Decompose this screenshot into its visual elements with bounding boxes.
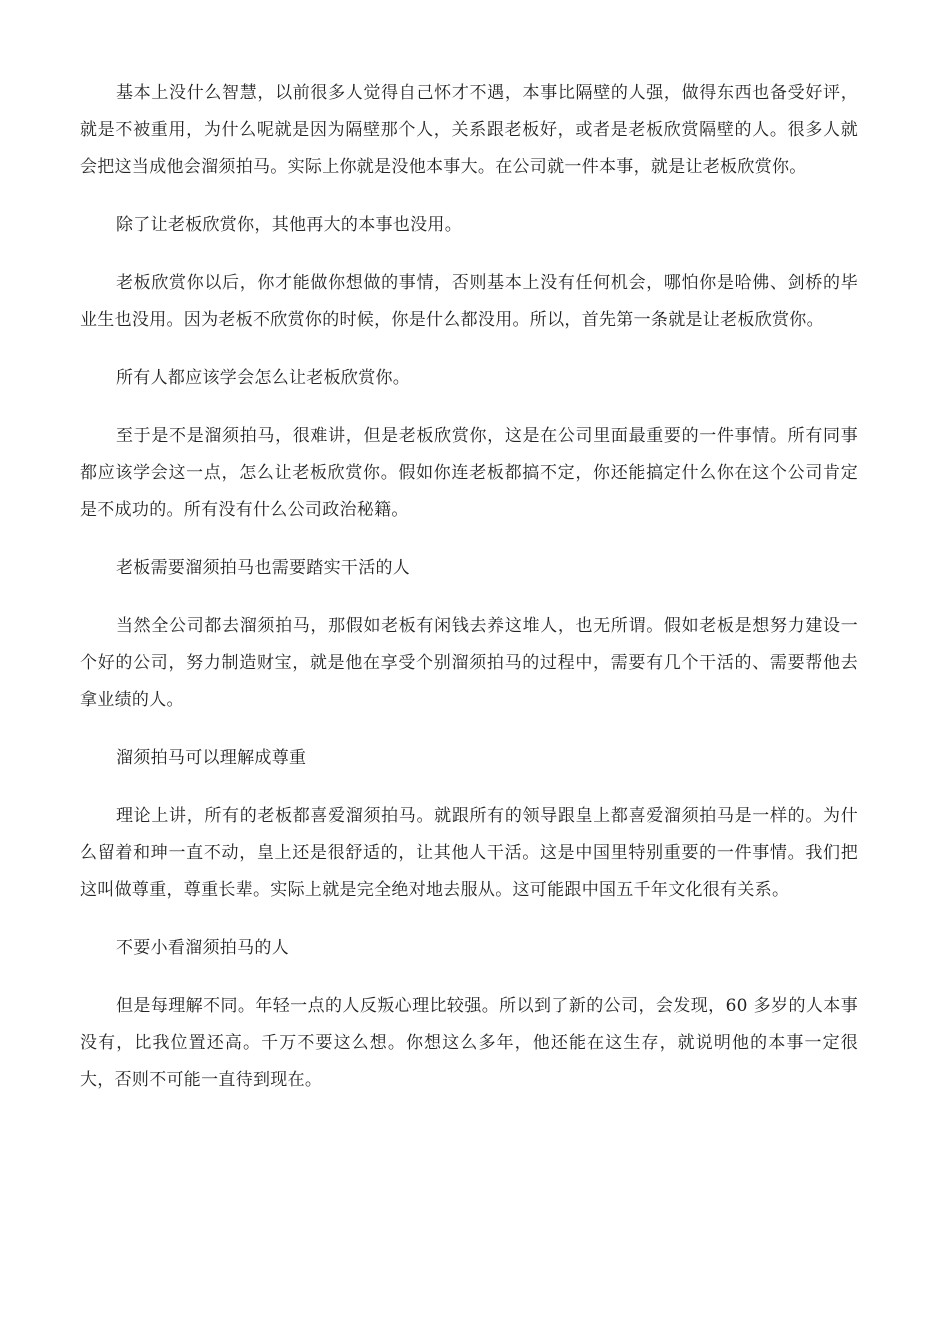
section-heading-1: 老板需要溜须拍马也需要踏实干活的人 xyxy=(116,558,411,578)
paragraph-4: 所有人都应该学会怎么让老板欣赏你。 xyxy=(116,368,411,388)
section-heading-2: 溜须拍马可以理解成尊重 xyxy=(116,748,307,768)
paragraph-5: 至于是不是溜须拍马，很难讲，但是老板欣赏你，这是在公司里面最重要的一件事情。所有同事都应该学会这一点，怎么让老板欣赏你。假如你连老板都搞不定，你还能搞定什么你在这个公司肯定是不成功的。所有没有什么公司政治秘籍。 xyxy=(80,426,858,520)
document-body xyxy=(80,75,858,1120)
paragraph-7: 理论上讲，所有的老板都喜爱溜须拍马。就跟所有的领导跟皇上都喜爱溜须拍马是一样的。为什么留着和珅一直不动，皇上还是很舒适的，让其他人干活。这是中国里特别重要的一件事情。我们把这叫做尊重，尊重长辈。实际上就是完全绝对地去服从。这可能跟中国五千年文化很有关系。 xyxy=(80,806,858,900)
paragraph-1: 基本上没什么智慧，以前很多人觉得自己怀才不遇，本事比隔壁的人强，做得东西也备受好评，就是不被重用，为什么呢就是因为隔壁那个人，关系跟老板好，或者是老板欣赏隔壁的人。很多人就会把这当成他会溜须拍马。实际上你就是没他本事大。在公司就一件本事，就是让老板欣赏你。 xyxy=(80,83,858,177)
section-heading-3: 不要小看溜须拍马的人 xyxy=(116,938,289,958)
paragraph-8: 但是每理解不同。年轻一点的人反叛心理比较强。所以到了新的公司，会发现，60 多岁的人本事没有，比我位置还高。千万不要这么想。你想这么多年，他还能在这生存，就说明他的本事一定很大，否则不可能一直待到现在。 xyxy=(80,996,858,1090)
paragraph-3: 老板欣赏你以后，你才能做你想做的事情，否则基本上没有任何机会，哪怕你是哈佛、剑桥的毕业生也没用。因为老板不欣赏你的时候，你是什么都没用。所以，首先第一条就是让老板欣赏你。 xyxy=(80,273,858,330)
paragraph-6: 当然全公司都去溜须拍马，那假如老板有闲钱去养这堆人，也无所谓。假如老板是想努力建设一个好的公司，努力制造财宝，就是他在享受个别溜须拍马的过程中，需要有几个干活的、需要帮他去拿业绩的人。 xyxy=(80,616,858,710)
paragraph-2: 除了让老板欣赏你，其他再大的本事也没用。 xyxy=(116,215,462,235)
